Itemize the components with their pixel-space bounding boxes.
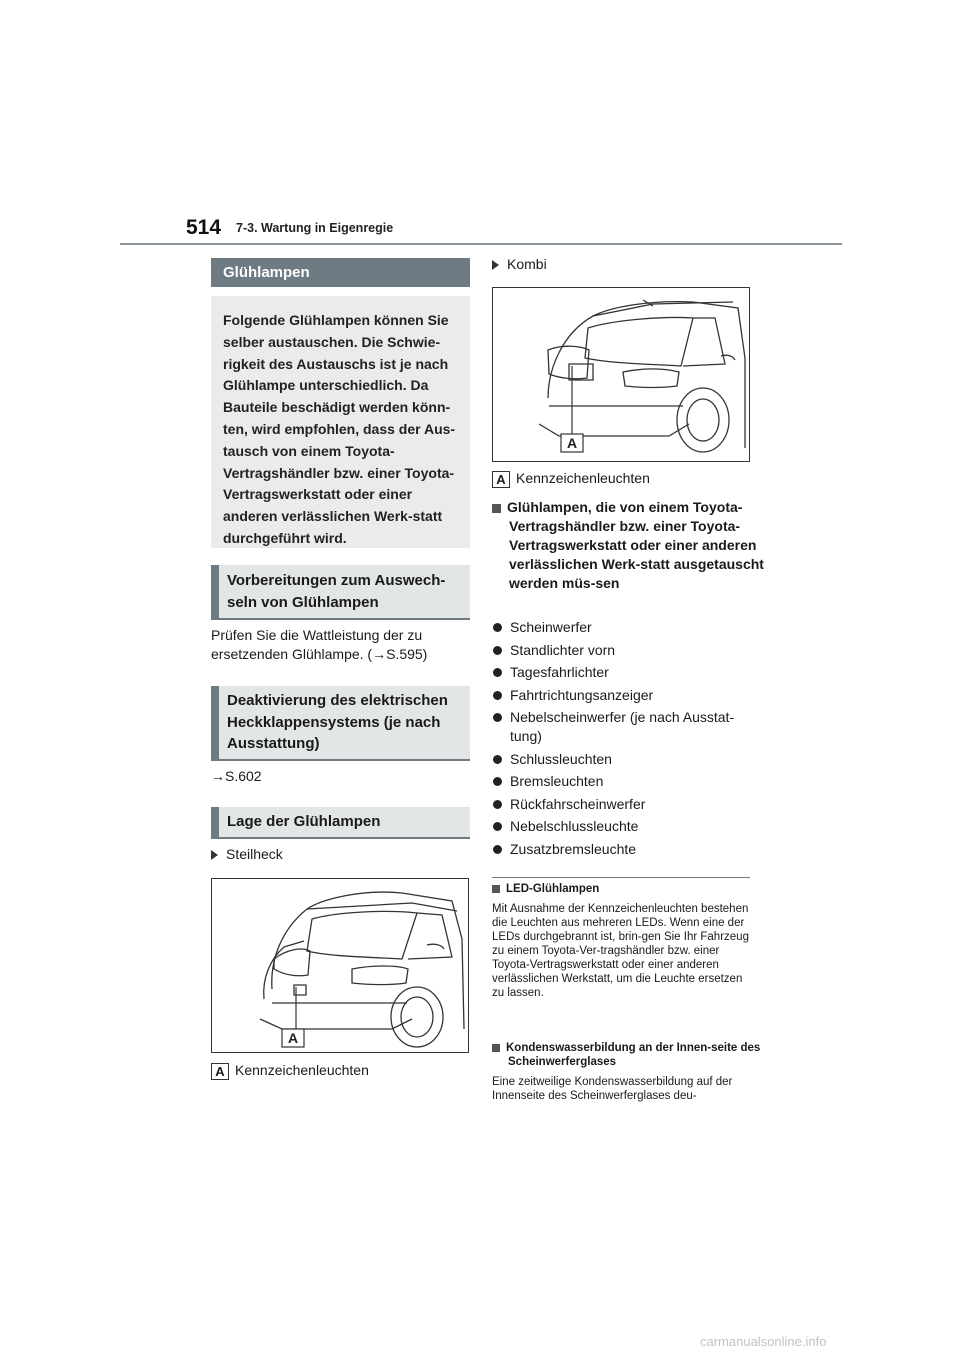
triangle-bullet-icon — [211, 850, 218, 860]
caption-kombi — [492, 469, 750, 488]
watermark: carmanualsonline.info — [700, 1334, 827, 1349]
list-item: Rückfahrscheinwerfer — [492, 795, 750, 814]
heading-deaktivierung — [211, 686, 470, 761]
list-item: Schlussleuchten — [492, 750, 750, 769]
list-item: Nebelscheinwerfer (je nach Ausstat-tung) — [492, 708, 750, 746]
caption-steilheck-text: Kennzeichenleuchten — [235, 1062, 369, 1078]
led-text: Mit Ausnahme der Kennzeichenleuchten bestehen die Leuchten aus mehreren LEDs. Wenn eine der LEDs durchgebrannt ist, brin-gen Sie Ihr Fahrzeug zu einem Toyota-Ver-tragshändler bzw. einer Toyota-Vertragswerkstatt oder einer anderen verlässlichen Werkstatt, um die Leuchte ersetzen zu lassen. — [492, 903, 749, 999]
led-heading-text: LED-Glühlampen — [506, 883, 600, 895]
list-item: Fahrtrichtungsanzeiger — [492, 686, 750, 705]
variant-steilheck-label: Steilheck — [226, 846, 283, 862]
dealer-replacement-heading — [492, 498, 767, 593]
condensation-heading — [492, 1041, 766, 1069]
bulb-list — [492, 618, 750, 862]
callout-badge-a: A — [211, 1063, 229, 1080]
square-bullet-icon — [492, 1044, 500, 1052]
square-bullet-icon — [492, 504, 501, 513]
variant-kombi-label: Kombi — [507, 256, 547, 272]
page-number: 514 — [186, 216, 222, 239]
condensation-text: Eine zeitweilige Kondenswasserbildung auf der Innenseite des Scheinwerferglases deu- — [492, 1076, 733, 1102]
list-item: Bremsleuchten — [492, 772, 750, 791]
variant-steilheck — [211, 845, 469, 864]
heading-lage-text: Lage der Glühlampen — [227, 813, 381, 831]
caption-steilheck — [211, 1061, 469, 1080]
figure-callout-a: A — [566, 435, 578, 451]
figure-callout-a: A — [287, 1030, 299, 1046]
heading-vorbereitungen — [211, 565, 470, 620]
callout-badge-a: A — [492, 471, 510, 488]
list-item: Nebelschlussleuchte — [492, 817, 750, 836]
condensation-heading-text: Kondenswasserbildung an der Innen-seite des Scheinwerferglases — [506, 1042, 761, 1068]
estate-rear-illustration — [493, 288, 749, 461]
list-item: Scheinwerfer — [492, 618, 750, 637]
section-title-gluehlampen: Glühlampen — [211, 258, 470, 287]
hatchback-rear-illustration — [212, 879, 468, 1052]
chapter-title: 7-3. Wartung in Eigenregie — [236, 221, 394, 235]
intro-box: Folgende Glühlampen können Sie selber austauschen. Die Schwie-rigkeit des Austauschs ist je nach Glühlampe unterschiedlich. Da Bauteile beschädigt werden könn-ten, wird empfohlen, dass der Aus-tausch von einem Toyota-Vertragshändler bzw. einer Toyota-Vertragswerkstatt oder einer anderen verlässlichen Werk-statt durchgeführt wird. — [211, 296, 470, 548]
variant-kombi — [492, 255, 750, 274]
deact-reference: →S.602 — [211, 768, 262, 784]
caption-kombi-text: Kennzeichenleuchten — [516, 470, 650, 486]
list-item: Standlichter vorn — [492, 641, 750, 660]
triangle-bullet-icon — [492, 260, 499, 270]
notes-divider — [492, 877, 750, 878]
heading-vorbereitungen-text: Vorbereitungen zum Auswech-seln von Glühlampen — [227, 572, 446, 611]
figure-kombi — [492, 287, 750, 462]
figure-steilheck — [211, 878, 469, 1053]
dealer-replacement-heading-text: Glühlampen, die von einem Toyota-Vertragshändler bzw. einer Toyota-Vertragswerkstatt oder einer anderen verlässlichen Werk-statt ausgetauscht werden müs-sen — [507, 499, 764, 591]
heading-deaktivierung-text: Deaktivierung des elektrischen Heckklappensystems (je nach Ausstattung) — [227, 692, 448, 753]
list-item: Tagesfahrlichter — [492, 663, 750, 682]
list-item: Zusatzbremsleuchte — [492, 840, 750, 859]
square-bullet-icon — [492, 885, 500, 893]
prep-text: Prüfen Sie die Wattleistung der zu ersetzenden Glühlampe. (→S.595) — [211, 627, 428, 662]
header-rule — [120, 243, 842, 245]
heading-lage — [211, 807, 470, 839]
led-heading — [492, 882, 766, 896]
